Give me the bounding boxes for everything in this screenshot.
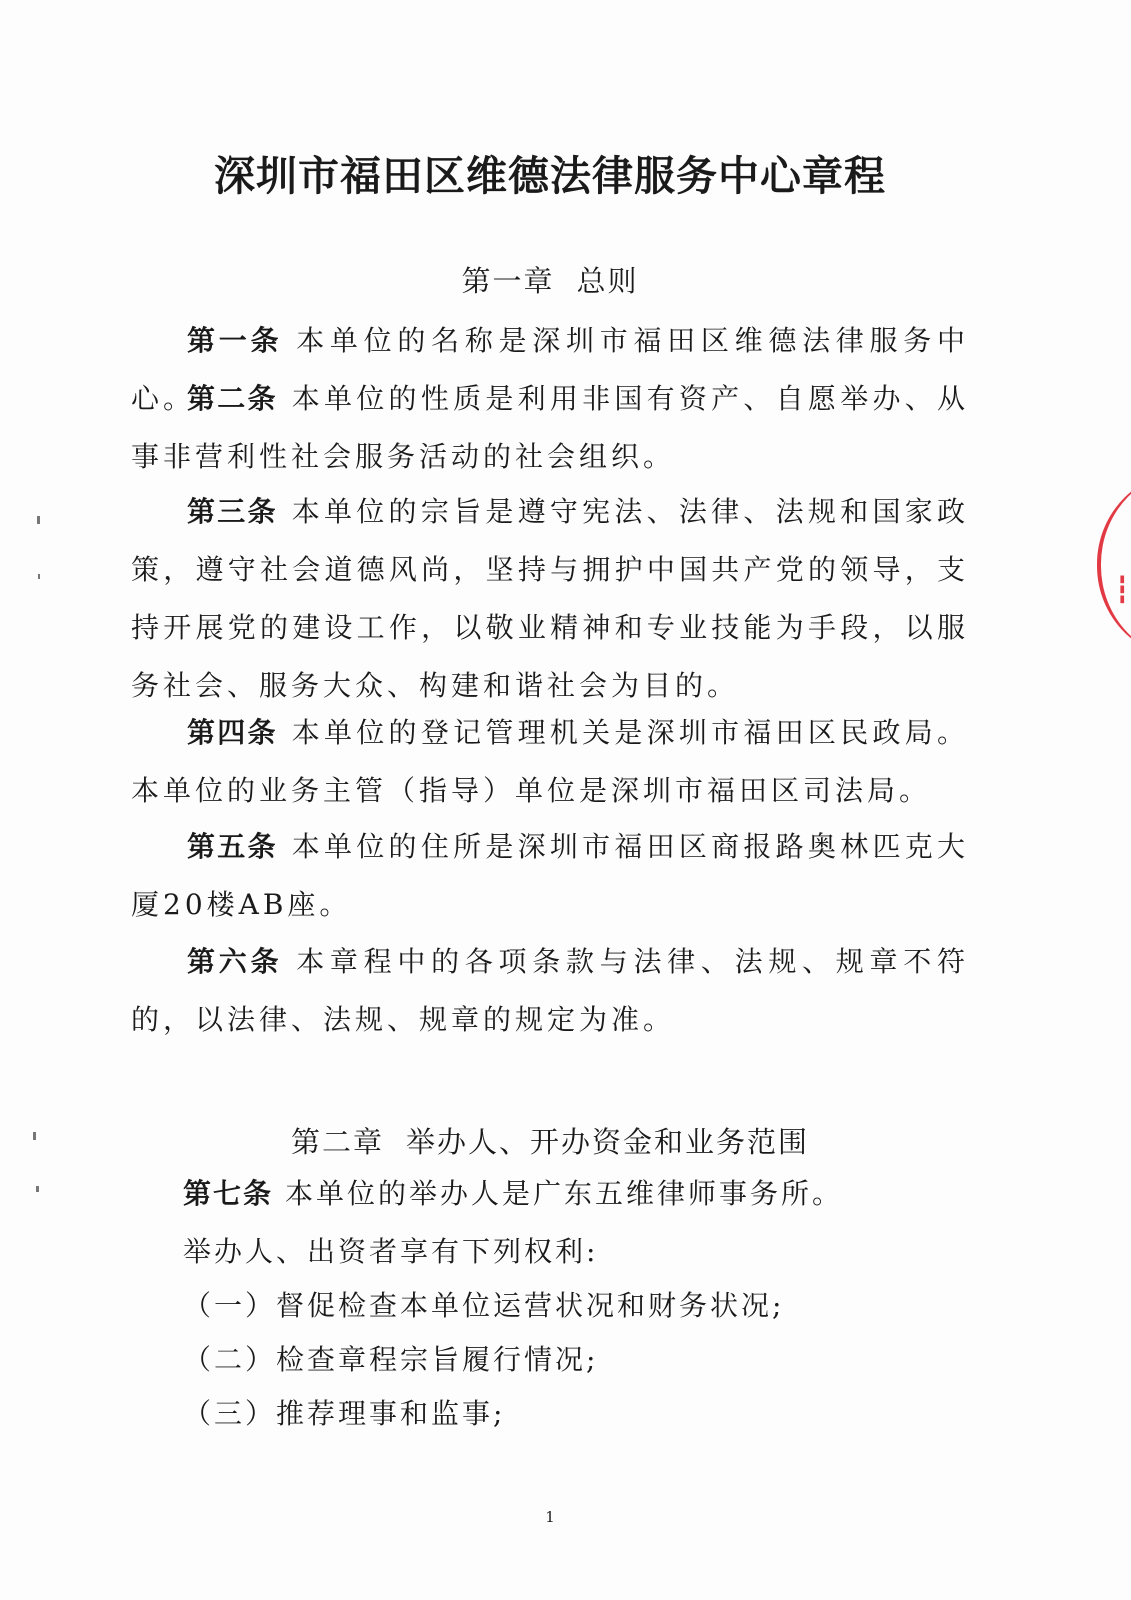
article-label: 第四条 bbox=[187, 716, 278, 749]
rights-item: （一）督促检查本单位运营状况和财务状况; bbox=[183, 1289, 785, 1322]
article-text: 本单位的性质是利用非国有资产、自愿举办、从事非营利性社会服务活动的社会组织。 bbox=[131, 382, 969, 473]
scan-mark bbox=[33, 1132, 36, 1140]
article-paragraph bbox=[131, 818, 969, 934]
article-label: 第三条 bbox=[187, 495, 278, 528]
article-label: 第五条 bbox=[187, 830, 278, 863]
chapter-number: 第一章 bbox=[461, 264, 555, 298]
article-line bbox=[183, 1172, 843, 1212]
article-label: 第一条 bbox=[187, 324, 283, 357]
article-label: 第七条 bbox=[183, 1177, 274, 1210]
article-paragraph bbox=[131, 933, 969, 1049]
article-text: 本单位的举办人是广东五维律师事务所。 bbox=[285, 1177, 844, 1210]
article-text: 本单位的宗旨是遵守宪法、法律、法规和国家政策，遵守社会道德风尚，坚持与拥护中国共产党的领导，支持开展党的建设工作，以敬业精神和专业技能为手段，以服务社会、服务大众、构建和谐社会为目的。 bbox=[131, 495, 969, 702]
article-label: 第二条 bbox=[187, 382, 278, 415]
seal-stamp-edge bbox=[1097, 470, 1131, 660]
article-paragraph bbox=[131, 370, 969, 486]
chapter-name: 举办人、开办资金和业务范围 bbox=[406, 1125, 810, 1159]
article-text: 本章程中的各项条款与法律、法规、规章不符的，以法律、法规、规章的规定为准。 bbox=[131, 945, 969, 1036]
page-number: 1 bbox=[545, 1508, 555, 1526]
article-paragraph bbox=[131, 483, 969, 715]
article-label: 第六条 bbox=[187, 945, 283, 978]
rights-intro: 举办人、出资者享有下列权利: bbox=[183, 1235, 599, 1268]
scan-mark bbox=[38, 574, 40, 579]
chapter-heading-1 bbox=[0, 259, 1100, 300]
article-paragraph bbox=[131, 704, 969, 820]
scan-mark bbox=[36, 1186, 39, 1192]
article-text: 本单位的住所是深圳市福田区商报路奥林匹克大厦20楼AB座。 bbox=[131, 830, 969, 921]
chapter-name: 总则 bbox=[576, 264, 639, 298]
chapter-heading-2 bbox=[0, 1120, 1100, 1161]
document-title: 深圳市福田区维德法律服务中心章程 bbox=[214, 152, 886, 200]
rights-item: （二）检查章程宗旨履行情况; bbox=[183, 1343, 599, 1376]
article-text: 本单位的名称是深圳市福田区维德法律服务中心。 bbox=[131, 324, 969, 415]
seal-stamp-glyph: ▮ ▮ ▮ bbox=[1119, 574, 1125, 605]
chapter-number: 第二章 bbox=[290, 1125, 384, 1159]
article-text: 本单位的登记管理机关是深圳市福田区民政局。本单位的业务主管（指导）单位是深圳市福田区司法局。 bbox=[131, 716, 969, 807]
scan-mark bbox=[37, 516, 40, 524]
rights-item: （三）推荐理事和监事; bbox=[183, 1397, 506, 1430]
